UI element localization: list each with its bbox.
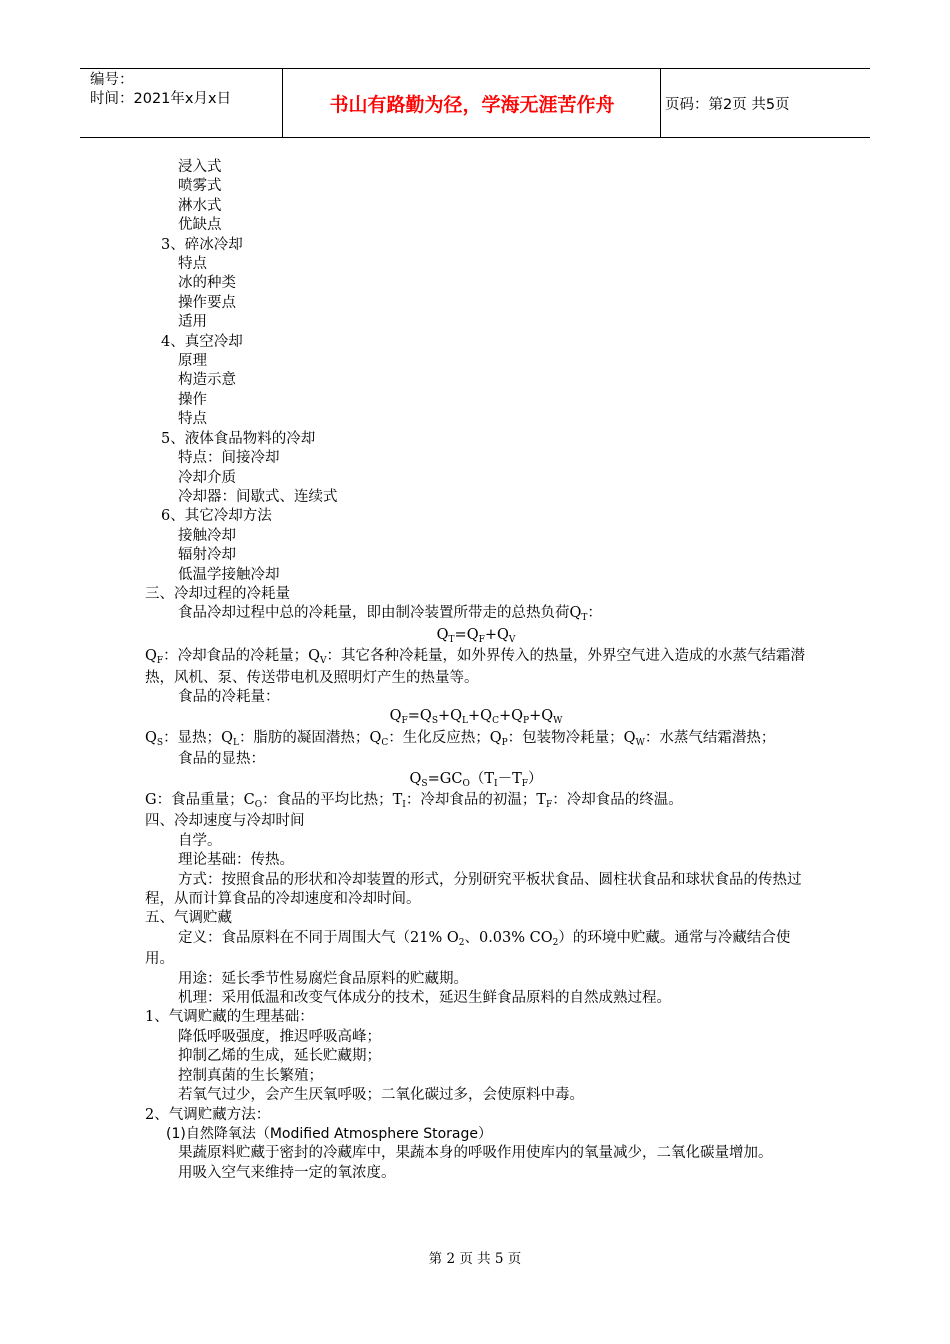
text-line: 控制真菌的生长繁殖； [178,1067,323,1084]
text-line: 特点 [178,256,207,273]
formula-sensible-heat: $Q_S=GC_O(T_I-T_F)$ [409,770,543,789]
text-line: 特点 [178,411,207,428]
header-motto: 书山有路勤为径，学海无涯苦作舟 [329,93,615,116]
subsection-heading: (1)自然降氧法（Modified Atmosphere Storage） [166,1125,492,1142]
text-line: 机理：采用低温和改变气体成分的技术，延迟生鲜食品原料的自然成熟过程。 [178,990,671,1007]
paragraph: 方式：按照食品的形状和冷却装置的形式，分别研究平板状食品、圆柱状食品和球状食品的传热过程，从而计算食品的冷却速度和冷却时间。 [145,871,802,908]
text-line: 低温学接触冷却 [178,566,280,583]
text-line: 适用 [178,314,207,331]
text-line: 冰的种类 [178,275,236,292]
page-header [80,68,870,138]
text-line: 自学。 [178,832,222,849]
text-line: 优缺点 [178,217,222,234]
doc-time: 时间：2021年x月x日 [90,91,232,107]
text-line: 操作要点 [178,294,236,311]
text-line: 若氧气过少，会产生厌氧呼吸；二氧化碳过多，会使原料中毒。 [178,1087,584,1104]
header-page-number: 页码：第2页 共5页 [665,97,790,113]
paragraph: 果蔬原料贮藏于密封的冷藏库中，果蔬本身的呼吸作用使库内的氧量减少，二氧化碳量增加。 [178,1145,773,1162]
text-line: 操作 [178,391,207,408]
text-line: 淋水式 [178,197,222,214]
text-line: 特点：间接冷却 [178,450,280,467]
text-line: 辐射冷却 [178,547,236,564]
formula-food-load: $Q_F=Q_S+Q_L+Q_C+Q_P+Q_W$ [389,708,563,727]
text-line: G：食品重量；$C_O$：食品的平均比热；$T_I$：冷却食品的初温；$T_F$：冷却食品的终温。 [145,792,683,810]
paragraph: $Q_F$：冷却食品的冷耗量；$Q_V$：其它各种冷耗量，如外界传入的热量，外界空气进入造成的水蒸气结霜潜热，风机、泵、传送带电机及照明灯产生的热量等。 [145,648,806,686]
text-line: 理论基础：传热。 [178,852,294,869]
doc-number: 编号： [90,72,134,88]
section-heading: 5、液体食品物料的冷却 [161,430,316,447]
section-heading: 4、真空冷却 [161,333,243,350]
page-footer: 第 2 页 共 5 页 [428,1251,522,1267]
text-line: 冷却介质 [178,469,236,486]
text-line: 食品的冷耗量： [178,688,280,705]
text-line: 接触冷却 [178,527,236,544]
text-line: 食品冷却过程中总的冷耗量，即由制冷装置所带走的总热负荷$Q_T$： [178,605,602,624]
chapter-heading: 五、气调贮藏 [145,910,232,927]
text-line: 用途：延长季节性易腐烂食品原料的贮藏期。 [178,970,468,987]
text-line: 抑制乙烯的生成，延长贮藏期； [178,1048,381,1065]
text-line: 浸入式 [178,159,222,175]
text-line: 喷雾式 [178,178,222,195]
header-divider-right [660,69,661,137]
document-body [145,158,807,1183]
section-heading: 3、碎冰冷却 [161,236,243,253]
text-line: 降低呼吸强度，推迟呼吸高峰； [178,1028,381,1045]
text-line: 用吸入空气来维持一定的氧浓度。 [178,1164,396,1181]
section-heading: 1、气调贮藏的生理基础： [145,1009,314,1026]
section-heading: 2、气调贮藏方法： [145,1106,271,1123]
header-divider-left [282,69,283,137]
chapter-heading: 四、冷却速度与冷却时间 [145,813,305,830]
paragraph: 定义：食品原料在不同于周围大气（21% $O_2$、0.03% $CO_2$）的环境中贮藏。通常与冷藏结合使用。 [145,929,791,968]
text-line: 原理 [178,353,207,370]
paragraph: $Q_S$：显热；$Q_L$：脂肪的凝固潜热；$Q_C$：生化反应热；$Q_P$：包装物冷耗量；$Q_W$：水蒸气结霜潜热； [145,729,776,748]
text-line: 构造示意 [178,372,236,389]
text-line: 冷却器：间歇式、连续式 [178,488,338,505]
section-heading: 6、其它冷却方法 [161,508,272,525]
header-meta [90,71,231,109]
text-line: 食品的显热： [178,751,265,768]
chapter-heading: 三、冷却过程的冷耗量 [145,585,290,602]
formula-total-load: $Q_T=Q_F+Q_V$ [436,626,516,645]
